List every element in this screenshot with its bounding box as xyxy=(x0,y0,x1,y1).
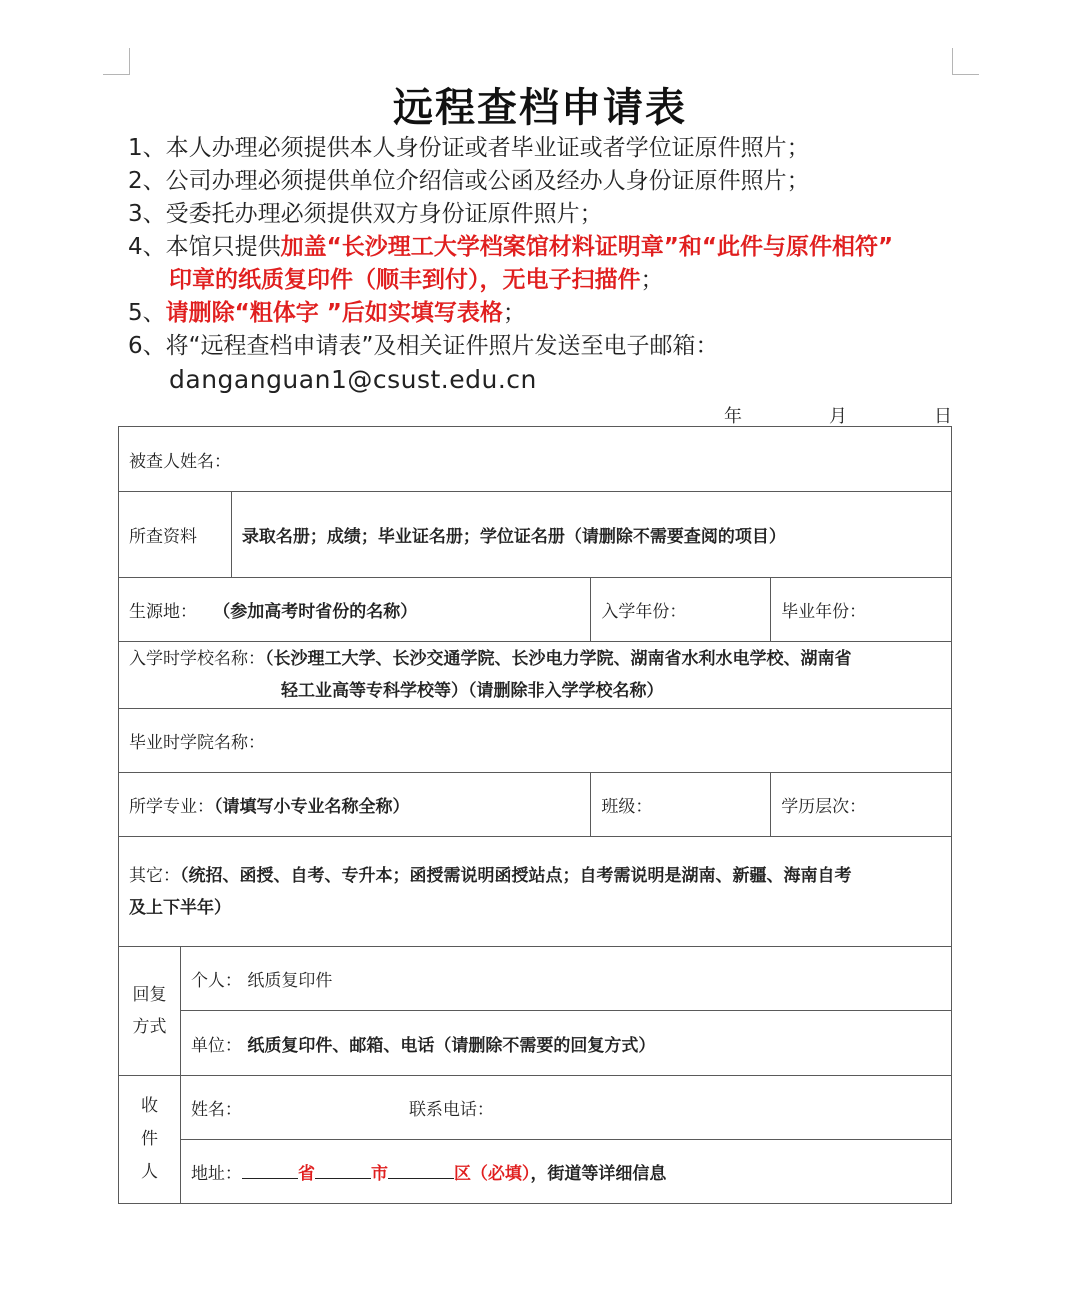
address-city: 市 xyxy=(370,1164,388,1184)
note-1: 1、本人办理必须提供本人身份证或者毕业证或者学位证原件照片； xyxy=(128,135,810,161)
note-6: 6、将“远程查档申请表”及相关证件照片发送至电子邮箱： xyxy=(128,333,719,359)
form-row-origin xyxy=(119,578,952,642)
reply-personal[interactable] xyxy=(180,947,951,1011)
field-grad-year[interactable] xyxy=(771,578,952,642)
page-corner-mark-top-left xyxy=(103,48,130,75)
address-district: 区（必填） xyxy=(453,1164,531,1184)
field-origin[interactable] xyxy=(119,578,591,642)
degree-level-label: 学历层次： xyxy=(781,797,867,817)
reply-unit-value: 纸质复印件、邮箱、电话（请删除不需要的回复方式） xyxy=(247,1035,656,1056)
date-year-label: 年 xyxy=(724,406,742,427)
page-corner-mark-top-right xyxy=(952,48,979,75)
note-4: 4、本馆只提供加盖“长沙理工大学档案馆材料证明章”和“此件与原件相符” xyxy=(128,234,894,260)
form-row-major xyxy=(119,773,952,837)
reply-method-label: 回复 方式 xyxy=(119,947,181,1076)
college-label: 毕业时学院名称： xyxy=(129,733,265,753)
note-5: 5、请删除“粗体字 ”后如实填写表格； xyxy=(128,300,526,326)
form-row-recipient-name xyxy=(119,1076,952,1140)
date-month-label: 月 xyxy=(829,406,847,427)
contact-email[interactable]: danganguan1@csust.edu.cn xyxy=(169,365,537,394)
note-4-highlight-2: 印章的纸质复印件（顺丰到付），无电子扫描件 xyxy=(169,267,641,293)
form-row-name xyxy=(119,427,952,492)
recipient-phone-label: 联系电话： xyxy=(408,1100,494,1120)
class-label: 班级： xyxy=(601,797,653,817)
origin-label: 生源地： xyxy=(129,602,197,622)
reply-unit[interactable] xyxy=(180,1011,951,1076)
materials-value[interactable]: 录取名册；成绩；毕业证名册；学位证名册（请删除不需要查阅的项目） xyxy=(231,492,951,578)
form-row-address xyxy=(119,1140,952,1204)
recipient-label: 收 件 人 xyxy=(119,1076,181,1204)
field-address[interactable] xyxy=(180,1140,951,1204)
other-hint-1: （统招、函授、自考、专升本；函授需说明函授站点；自考需说明是湖南、新疆、海南自考 xyxy=(180,865,852,886)
major-label: 所学专业： xyxy=(129,797,214,817)
note-5-highlight: 请删除“粗体字 ”后如实填写表格 xyxy=(165,300,503,326)
form-row-college xyxy=(119,709,952,773)
subject-name-label: 被查人姓名： xyxy=(129,451,231,472)
recipient-name-phone[interactable] xyxy=(180,1076,951,1140)
other-hint-2: 及上下半年） xyxy=(129,897,231,918)
form-row-materials xyxy=(119,492,952,578)
district-blank[interactable] xyxy=(388,1164,454,1179)
form-row-reply-personal xyxy=(119,947,952,1011)
address-label: 地址： xyxy=(190,1164,242,1184)
field-degree-level[interactable] xyxy=(771,773,952,837)
reply-unit-label: 单位： xyxy=(190,1035,242,1056)
field-other[interactable] xyxy=(119,837,952,947)
document-title: 远程查档申请表 xyxy=(393,85,687,131)
field-school[interactable] xyxy=(119,642,952,709)
enroll-year-label: 入学年份： xyxy=(601,602,687,622)
note-4-continued: 印章的纸质复印件（顺丰到付），无电子扫描件； xyxy=(169,267,664,293)
field-subject-name[interactable] xyxy=(119,427,952,492)
school-hint-2: 轻工业高等专科学校等）（请删除非入学学校名称） xyxy=(281,681,664,701)
materials-label: 所查资料 xyxy=(119,492,232,578)
reply-personal-value: 纸质复印件 xyxy=(247,971,333,991)
province-blank[interactable] xyxy=(242,1164,298,1179)
major-hint: （请填写小专业名称全称） xyxy=(214,797,410,817)
field-college[interactable] xyxy=(119,709,952,773)
address-suffix: ，街道等详细信息 xyxy=(530,1164,667,1184)
address-province: 省 xyxy=(297,1164,315,1184)
school-hint-1: （长沙理工大学、长沙交通学院、长沙电力学院、湖南省水利水电学校、湖南省 xyxy=(265,649,852,669)
form-row-other xyxy=(119,837,952,947)
application-form xyxy=(118,426,952,1204)
form-row-school xyxy=(119,642,952,709)
school-label: 入学时学校名称： xyxy=(129,649,265,669)
instructions xyxy=(128,132,968,396)
other-label: 其它： xyxy=(129,865,180,886)
note-3: 3、受委托办理必须提供双方身份证原件照片； xyxy=(128,201,603,227)
recipient-name-label: 姓名： xyxy=(190,1100,242,1120)
date-day-label: 日 xyxy=(934,406,952,427)
note-2: 2、公司办理必须提供单位介绍信或公函及经办人身份证原件照片； xyxy=(128,168,810,194)
form-row-reply-unit xyxy=(119,1011,952,1076)
reply-personal-label: 个人： xyxy=(190,971,242,991)
note-4-highlight: 加盖“长沙理工大学档案馆材料证明章”和“此件与原件相符” xyxy=(280,234,894,260)
grad-year-label: 毕业年份： xyxy=(781,602,867,622)
origin-hint: （参加高考时省份的名称） xyxy=(213,602,418,622)
field-enroll-year[interactable] xyxy=(591,578,771,642)
field-major[interactable] xyxy=(119,773,591,837)
city-blank[interactable] xyxy=(315,1164,371,1179)
field-class[interactable] xyxy=(591,773,771,837)
